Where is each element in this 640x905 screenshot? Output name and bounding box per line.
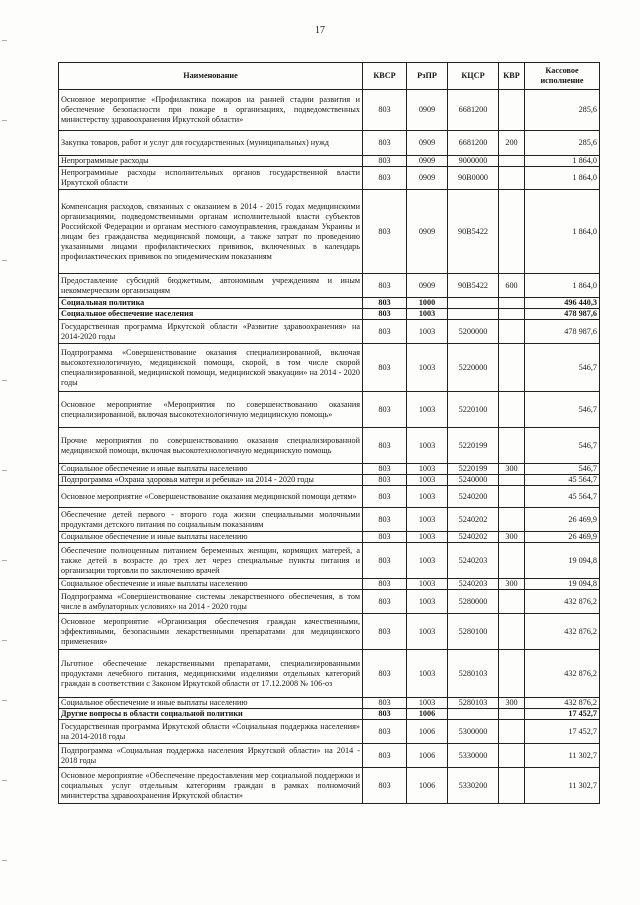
row-rzpr: 1003: [407, 508, 448, 532]
row-kvr: 300: [499, 579, 525, 590]
row-kcsr: 5280100: [448, 614, 499, 650]
row-rzpr: 1003: [407, 428, 448, 464]
table-row: [59, 190, 600, 274]
table-row: [59, 579, 600, 590]
row-kvsr: 803: [363, 579, 407, 590]
row-name: Подпрограмма «Социальная поддержка населения Иркутской области» на 2014 - 2018 годы: [59, 744, 363, 768]
row-kvsr: 803: [363, 614, 407, 650]
margin-tick: [2, 640, 7, 641]
row-kvr: [499, 486, 525, 508]
row-kcsr: 5280103: [448, 698, 499, 709]
margin-tick: [2, 120, 7, 121]
row-amount: 45 564,7: [525, 486, 600, 508]
row-kvr: [499, 543, 525, 579]
row-name: Компенсация расходов, связанных с оказанием в 2014 - 2015 годах медицинскими организациями, подведомственными органам исполнительной власти субъектов Российской Федерации и органам местного самоуправления, гражданам Украины и лицам без гражданства медицинской помощи, а также затрат по проведению указанными лицами профилактических прививок, включенных в календарь профилактических прививок по эпидемическим показаниям: [59, 190, 363, 274]
table-row: [59, 90, 600, 131]
row-kvr: 200: [499, 131, 525, 156]
row-amount: 285,6: [525, 90, 600, 131]
row-rzpr: 0909: [407, 131, 448, 156]
row-name: Непрограммные расходы: [59, 156, 363, 167]
row-kcsr: 5240202: [448, 508, 499, 532]
row-kvsr: 803: [363, 768, 407, 804]
row-kcsr: 6681200: [448, 131, 499, 156]
row-kvsr: 803: [363, 464, 407, 475]
table-row: [59, 274, 600, 298]
row-amount: 1 864,0: [525, 167, 600, 190]
table-row: [59, 532, 600, 543]
row-rzpr: 0909: [407, 167, 448, 190]
margin-tick: [2, 40, 7, 41]
row-name: Предоставление субсидий бюджетным, автономным учреждениям и иным некоммерческим организациям: [59, 274, 363, 298]
row-rzpr: 0909: [407, 190, 448, 274]
row-name: Подпрограмма «Совершенствование оказания специализированной, включая высокотехнологичную, медицинской помощи, скорой, в том числе скорой специализированной, медицинской помощи, медицинской эвакуации» на 2014 - 2020 годы: [59, 344, 363, 392]
row-kvr: [499, 590, 525, 614]
row-kvsr: 803: [363, 475, 407, 486]
margin-tick: [2, 780, 7, 781]
row-rzpr: 0909: [407, 274, 448, 298]
row-kvsr: 803: [363, 720, 407, 744]
row-kvr: [499, 309, 525, 320]
table-body: [59, 90, 600, 804]
row-amount: 432 876,2: [525, 614, 600, 650]
row-name: Социальное обеспечение населения: [59, 309, 363, 320]
row-amount: 478 987,6: [525, 320, 600, 344]
row-rzpr: 1003: [407, 590, 448, 614]
row-amount: 478 987,6: [525, 309, 600, 320]
row-kvsr: 803: [363, 167, 407, 190]
row-rzpr: 1003: [407, 464, 448, 475]
row-kvsr: 803: [363, 274, 407, 298]
row-kvsr: 803: [363, 698, 407, 709]
row-kcsr: 90В0000: [448, 167, 499, 190]
row-rzpr: 1003: [407, 579, 448, 590]
row-rzpr: 1006: [407, 709, 448, 720]
row-amount: 432 876,2: [525, 590, 600, 614]
row-kcsr: 5330200: [448, 768, 499, 804]
table-row: [59, 156, 600, 167]
row-name: Основное мероприятие «Профилактика пожаров на ранней стадии развития и обеспечение безопасности при пожаре в организациях, подведомственных министерству здравоохранения Иркутской области»: [59, 90, 363, 131]
margin-tick: [2, 560, 7, 561]
row-amount: 11 302,7: [525, 768, 600, 804]
row-amount: 26 469,9: [525, 532, 600, 543]
row-kvr: [499, 320, 525, 344]
row-name: Обеспечение полноценным питанием беременных женщин, кормящих матерей, а также детей в возрасте до трех лет через специальные пункты питания и организации торговли по заключению врачей: [59, 543, 363, 579]
table-row: [59, 720, 600, 744]
row-rzpr: 1006: [407, 720, 448, 744]
row-kcsr: [448, 709, 499, 720]
row-kvr: [499, 650, 525, 698]
row-amount: 1 864,0: [525, 190, 600, 274]
row-name: Другие вопросы в области социальной политики: [59, 709, 363, 720]
row-rzpr: 1006: [407, 744, 448, 768]
row-name: Основное мероприятие «Совершенствование оказания медицинской помощи детям»: [59, 486, 363, 508]
row-amount: 45 564,7: [525, 475, 600, 486]
row-kcsr: 5240203: [448, 543, 499, 579]
row-kcsr: 9000000: [448, 156, 499, 167]
row-name: Государственная программа Иркутской области «Социальная поддержка населения» на 2014-2018 годы: [59, 720, 363, 744]
row-kvsr: 803: [363, 486, 407, 508]
header-kvsr: КВСР: [363, 63, 407, 90]
row-kvr: [499, 90, 525, 131]
row-kvr: [499, 167, 525, 190]
table-row: [59, 428, 600, 464]
row-kvr: [499, 156, 525, 167]
row-rzpr: 0909: [407, 90, 448, 131]
table-row: [59, 543, 600, 579]
row-kcsr: [448, 309, 499, 320]
row-kcsr: 5220199: [448, 428, 499, 464]
row-kvr: [499, 508, 525, 532]
row-amount: 432 876,2: [525, 650, 600, 698]
row-amount: 17 452,7: [525, 709, 600, 720]
row-kvsr: 803: [363, 344, 407, 392]
table-row: [59, 698, 600, 709]
row-kcsr: 5300000: [448, 720, 499, 744]
row-kcsr: 5240203: [448, 579, 499, 590]
row-amount: 285,6: [525, 131, 600, 156]
row-kcsr: 5200000: [448, 320, 499, 344]
table-row: [59, 590, 600, 614]
row-rzpr: 1003: [407, 543, 448, 579]
row-rzpr: 1003: [407, 475, 448, 486]
row-kvr: [499, 190, 525, 274]
row-kcsr: 5280000: [448, 590, 499, 614]
row-name: Обеспечение детей первого - второго года жизни специальными молочными продуктами детского питания по социальным показаниям: [59, 508, 363, 532]
row-kvsr: 803: [363, 709, 407, 720]
row-kvr: [499, 768, 525, 804]
table-row: [59, 709, 600, 720]
row-kvr: [499, 298, 525, 309]
row-kvsr: 803: [363, 392, 407, 428]
table-row: [59, 320, 600, 344]
row-kcsr: 5220100: [448, 392, 499, 428]
row-amount: 19 094,8: [525, 543, 600, 579]
row-kcsr: 6681200: [448, 90, 499, 131]
binding-margin-marks: [2, 0, 8, 905]
row-name: Непрограммные расходы исполнительных органов государственной власти Иркутской области: [59, 167, 363, 190]
row-name: Льготное обеспечение лекарственными препаратами, специализированными продуктами лечебного питания, медицинскими изделиями отдельных категорий граждан в соответствии с Законом Иркутской области от 17.12.2008 № 106-оз: [59, 650, 363, 698]
table-row: [59, 614, 600, 650]
row-amount: 26 469,9: [525, 508, 600, 532]
row-kvr: [499, 614, 525, 650]
row-amount: 11 302,7: [525, 744, 600, 768]
row-kvsr: 803: [363, 590, 407, 614]
row-name: Подпрограмма «Совершенствование системы лекарственного обеспечения, в том числе в амбулаторных условиях» на 2014 - 2020 годы: [59, 590, 363, 614]
row-amount: 546,7: [525, 392, 600, 428]
row-name: Социальная политика: [59, 298, 363, 309]
row-kvr: [499, 475, 525, 486]
row-amount: 546,7: [525, 464, 600, 475]
row-kvsr: 803: [363, 320, 407, 344]
row-amount: 19 094,8: [525, 579, 600, 590]
row-kvsr: 803: [363, 508, 407, 532]
row-rzpr: 1003: [407, 320, 448, 344]
row-amount: 1 864,0: [525, 274, 600, 298]
row-kvr: [499, 744, 525, 768]
row-rzpr: 1003: [407, 486, 448, 508]
margin-tick: [2, 260, 7, 261]
row-amount: 546,7: [525, 428, 600, 464]
row-rzpr: 0909: [407, 156, 448, 167]
row-kvsr: 803: [363, 532, 407, 543]
table-row: [59, 298, 600, 309]
margin-tick: [2, 380, 7, 381]
row-amount: 432 876,2: [525, 698, 600, 709]
row-kvr: 600: [499, 274, 525, 298]
row-kvsr: 803: [363, 298, 407, 309]
margin-tick: [2, 470, 7, 471]
row-kvr: 300: [499, 464, 525, 475]
row-name: Социальное обеспечение и иные выплаты населению: [59, 464, 363, 475]
row-kvsr: 803: [363, 309, 407, 320]
row-name: Социальное обеспечение и иные выплаты населению: [59, 698, 363, 709]
table-row: [59, 486, 600, 508]
row-rzpr: 1003: [407, 392, 448, 428]
row-kvr: 300: [499, 532, 525, 543]
row-kcsr: 5240200: [448, 486, 499, 508]
header-kvr: КВР: [499, 63, 525, 90]
row-amount: 1 864,0: [525, 156, 600, 167]
header-amount: Кассовое исполнение: [525, 63, 600, 90]
row-kvr: [499, 720, 525, 744]
row-name: Социальное обеспечение и иные выплаты населению: [59, 532, 363, 543]
row-kvsr: 803: [363, 650, 407, 698]
row-name: Основное мероприятие «Обеспечение предоставления мер социальной поддержки и социальных услуг отдельным категориям граждан в рамках полномочий министерства здравоохранения Иркутской области»: [59, 768, 363, 804]
row-amount: 496 440,3: [525, 298, 600, 309]
row-name: Закупка товаров, работ и услуг для государственных (муниципальных) нужд: [59, 131, 363, 156]
table-row: [59, 650, 600, 698]
table-row: [59, 464, 600, 475]
table-row: [59, 744, 600, 768]
row-rzpr: 1003: [407, 344, 448, 392]
row-name: Социальное обеспечение и иные выплаты населению: [59, 579, 363, 590]
margin-tick: [2, 860, 7, 861]
row-kcsr: 90В5422: [448, 190, 499, 274]
header-rzpr: РзПР: [407, 63, 448, 90]
row-kvsr: 803: [363, 90, 407, 131]
table-row: [59, 508, 600, 532]
row-kcsr: 5240202: [448, 532, 499, 543]
row-kvsr: 803: [363, 428, 407, 464]
table-row: [59, 309, 600, 320]
header-name: Наименование: [59, 63, 363, 90]
table-row: [59, 344, 600, 392]
row-kcsr: 90В5422: [448, 274, 499, 298]
table-row: [59, 475, 600, 486]
row-kvr: [499, 709, 525, 720]
row-kcsr: [448, 298, 499, 309]
row-name: Прочие мероприятия по совершенствованию оказания специализированной медицинской помощи, включая высокотехнологичную медицинскую помощь: [59, 428, 363, 464]
row-rzpr: 1003: [407, 532, 448, 543]
row-rzpr: 1003: [407, 614, 448, 650]
table-row: [59, 167, 600, 190]
row-name: Основное мероприятие «Мероприятия по совершенствованию оказания специализированной, включая высокотехнологичную медицинскую помощь»: [59, 392, 363, 428]
row-kvr: [499, 428, 525, 464]
row-name: Государственная программа Иркутской области «Развитие здравоохранения» на 2014-2020 годы: [59, 320, 363, 344]
row-kcsr: 5240000: [448, 475, 499, 486]
row-rzpr: 1000: [407, 298, 448, 309]
row-kvsr: 803: [363, 156, 407, 167]
row-rzpr: 1003: [407, 698, 448, 709]
header-kcsr: КЦСР: [448, 63, 499, 90]
row-kvsr: 803: [363, 190, 407, 274]
page-number: 17: [315, 25, 325, 36]
budget-table: [58, 62, 600, 804]
row-kcsr: 5220000: [448, 344, 499, 392]
row-name: Подпрограмма «Охрана здоровья матери и ребенка» на 2014 - 2020 годы: [59, 475, 363, 486]
row-rzpr: 1006: [407, 768, 448, 804]
table-row: [59, 768, 600, 804]
row-kvr: 300: [499, 698, 525, 709]
row-kcsr: 5330000: [448, 744, 499, 768]
row-rzpr: 1003: [407, 309, 448, 320]
row-amount: 17 452,7: [525, 720, 600, 744]
table-header-row: [59, 63, 600, 90]
row-kcsr: 5220199: [448, 464, 499, 475]
row-name: Основное мероприятие «Организация обеспечения граждан качественными, эффективными, безопасными лекарственными препаратами для медицинского применения»: [59, 614, 363, 650]
row-amount: 546,7: [525, 344, 600, 392]
row-kvsr: 803: [363, 543, 407, 579]
table-row: [59, 392, 600, 428]
row-kvr: [499, 392, 525, 428]
row-kvsr: 803: [363, 744, 407, 768]
row-kvsr: 803: [363, 131, 407, 156]
row-rzpr: 1003: [407, 650, 448, 698]
row-kvr: [499, 344, 525, 392]
margin-tick: [2, 700, 7, 701]
row-kcsr: 5280103: [448, 650, 499, 698]
table-row: [59, 131, 600, 156]
